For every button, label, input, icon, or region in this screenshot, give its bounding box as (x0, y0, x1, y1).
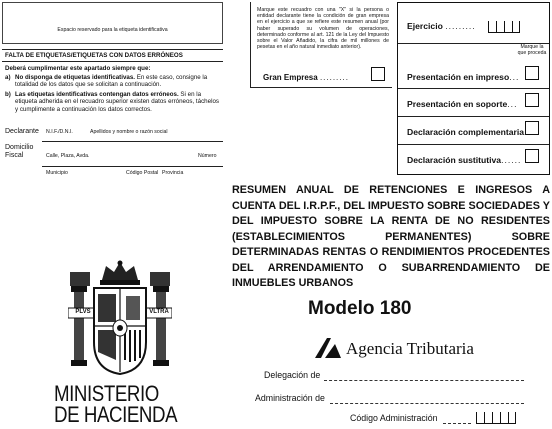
agency-logo-icon (313, 336, 343, 360)
agency-name: Agencia Tributaria (346, 339, 474, 358)
address-label-2: Fiscal (5, 152, 24, 159)
form-title: RESUMEN ANUAL DE RETENCIONES E INGRESOS A CUENTA DEL I.R.P.F., DEL IMPUESTO SOBRE SOCIEDADES Y DEL IMPUESTO SOBRE LA RENTA DE NO RESIDENTES (ESTABLECIMIENTOS PERMANENTES) SOBRE DETERMINADAS RENTAS O RENDIMIENTOS PROCEDENTES DEL ARRENDAMIENTO O SUBARRENDAMIENTO DE INMUEBLES URBANOS (232, 184, 550, 289)
delegation-field[interactable] (324, 380, 524, 381)
administration-label: Administración de (255, 393, 325, 403)
postal-code-caption: Código Postal (126, 170, 159, 176)
nif-caption: N.I.F./D.N.I. (46, 129, 73, 135)
item-b-bold: Las etiquetas identificativas contengan datos erróneos. (15, 91, 179, 98)
coat-of-arms-icon (68, 260, 172, 378)
item-b-letter: b) (5, 91, 11, 98)
option-checkbox-print[interactable] (525, 66, 539, 80)
motto-right: VLTRA (149, 309, 169, 315)
province-caption: Provincia (162, 170, 184, 176)
mark-header: Marque la que proceda (517, 44, 547, 57)
ministry-name-line2: DE HACIENDA (54, 402, 178, 427)
item-b-text (15, 91, 220, 113)
delegation-label: Delegación de (264, 370, 321, 380)
declarant-field[interactable] (42, 141, 223, 142)
admin-code-label: Código Administración (350, 413, 438, 423)
municipality-caption: Municipio (46, 170, 68, 176)
administration-field[interactable] (330, 403, 524, 404)
option-label-print: Presentación en impreso... (407, 72, 520, 82)
address-label-1: Domicilio (5, 144, 34, 151)
admin-code-input[interactable] (476, 412, 516, 424)
option-label-substitute: Declaración sustitutiva...... (407, 155, 522, 165)
option-checkbox-substitute[interactable] (525, 149, 539, 163)
option-label-complementary: Declaración complementaria (407, 127, 525, 137)
name-caption: Apellidos y nombre o razón social (90, 129, 168, 135)
missing-labels-section (2, 49, 223, 183)
large-company-label: Gran Empresa ......... (263, 73, 349, 82)
option-label-media: Presentación en soporte... (407, 99, 518, 109)
option-checkbox-complementary[interactable] (525, 121, 539, 135)
label-area (2, 2, 223, 44)
large-company-box (250, 2, 392, 88)
street-field[interactable] (42, 166, 223, 167)
item-a-rest: En este caso, consigne la totalidad de los datos que se solicitan a continuación. (15, 74, 208, 89)
large-company-note: Marque este recuadro con una "X" si la persona o entidad declarante tiene la condición de gran empresa en el ejercicio a que se refiere este resumen anual (por haber superado su volumen de operaciones, determinado conforme al art. 121 de la Ley del Impuesto sobre el Valor Añadido, la cifra de mil millones de pesetas en el año natural inmediato anterior). (257, 7, 389, 51)
year-input[interactable] (488, 21, 520, 33)
ministry-name-line1: MINISTERIO (54, 381, 159, 406)
filing-box (397, 2, 550, 175)
item-b-rest: Si en la etiqueta adherida en el recuadro superior existen datos erróneos, táchelos y cumplimente a continuación los datos correctos. (15, 91, 219, 113)
model-number: Modelo 180 (308, 298, 412, 319)
declarant-label: Declarante (5, 128, 39, 135)
motto-left: PLVS (75, 309, 91, 315)
street-caption: Calle, Plaza, Avda. (46, 153, 90, 159)
item-a-bold: No disponga de etiquetas identificativas. (15, 74, 135, 81)
item-a-text (15, 74, 220, 89)
missing-labels-title: FALTA DE ETIQUETAS/ETIQUETAS CON DATOS ERRÓNEOS (5, 52, 183, 59)
label-area-placeholder: Espacio reservado para la etiqueta identificativa (57, 27, 168, 33)
number-caption: Número (198, 153, 217, 159)
missing-labels-intro: Deberá cumplimentar este apartado siempre que: (5, 65, 151, 72)
item-a-letter: a) (5, 74, 11, 81)
option-checkbox-media[interactable] (525, 93, 539, 107)
large-company-checkbox[interactable] (371, 67, 385, 81)
year-label: Ejercicio ......... (407, 21, 476, 31)
